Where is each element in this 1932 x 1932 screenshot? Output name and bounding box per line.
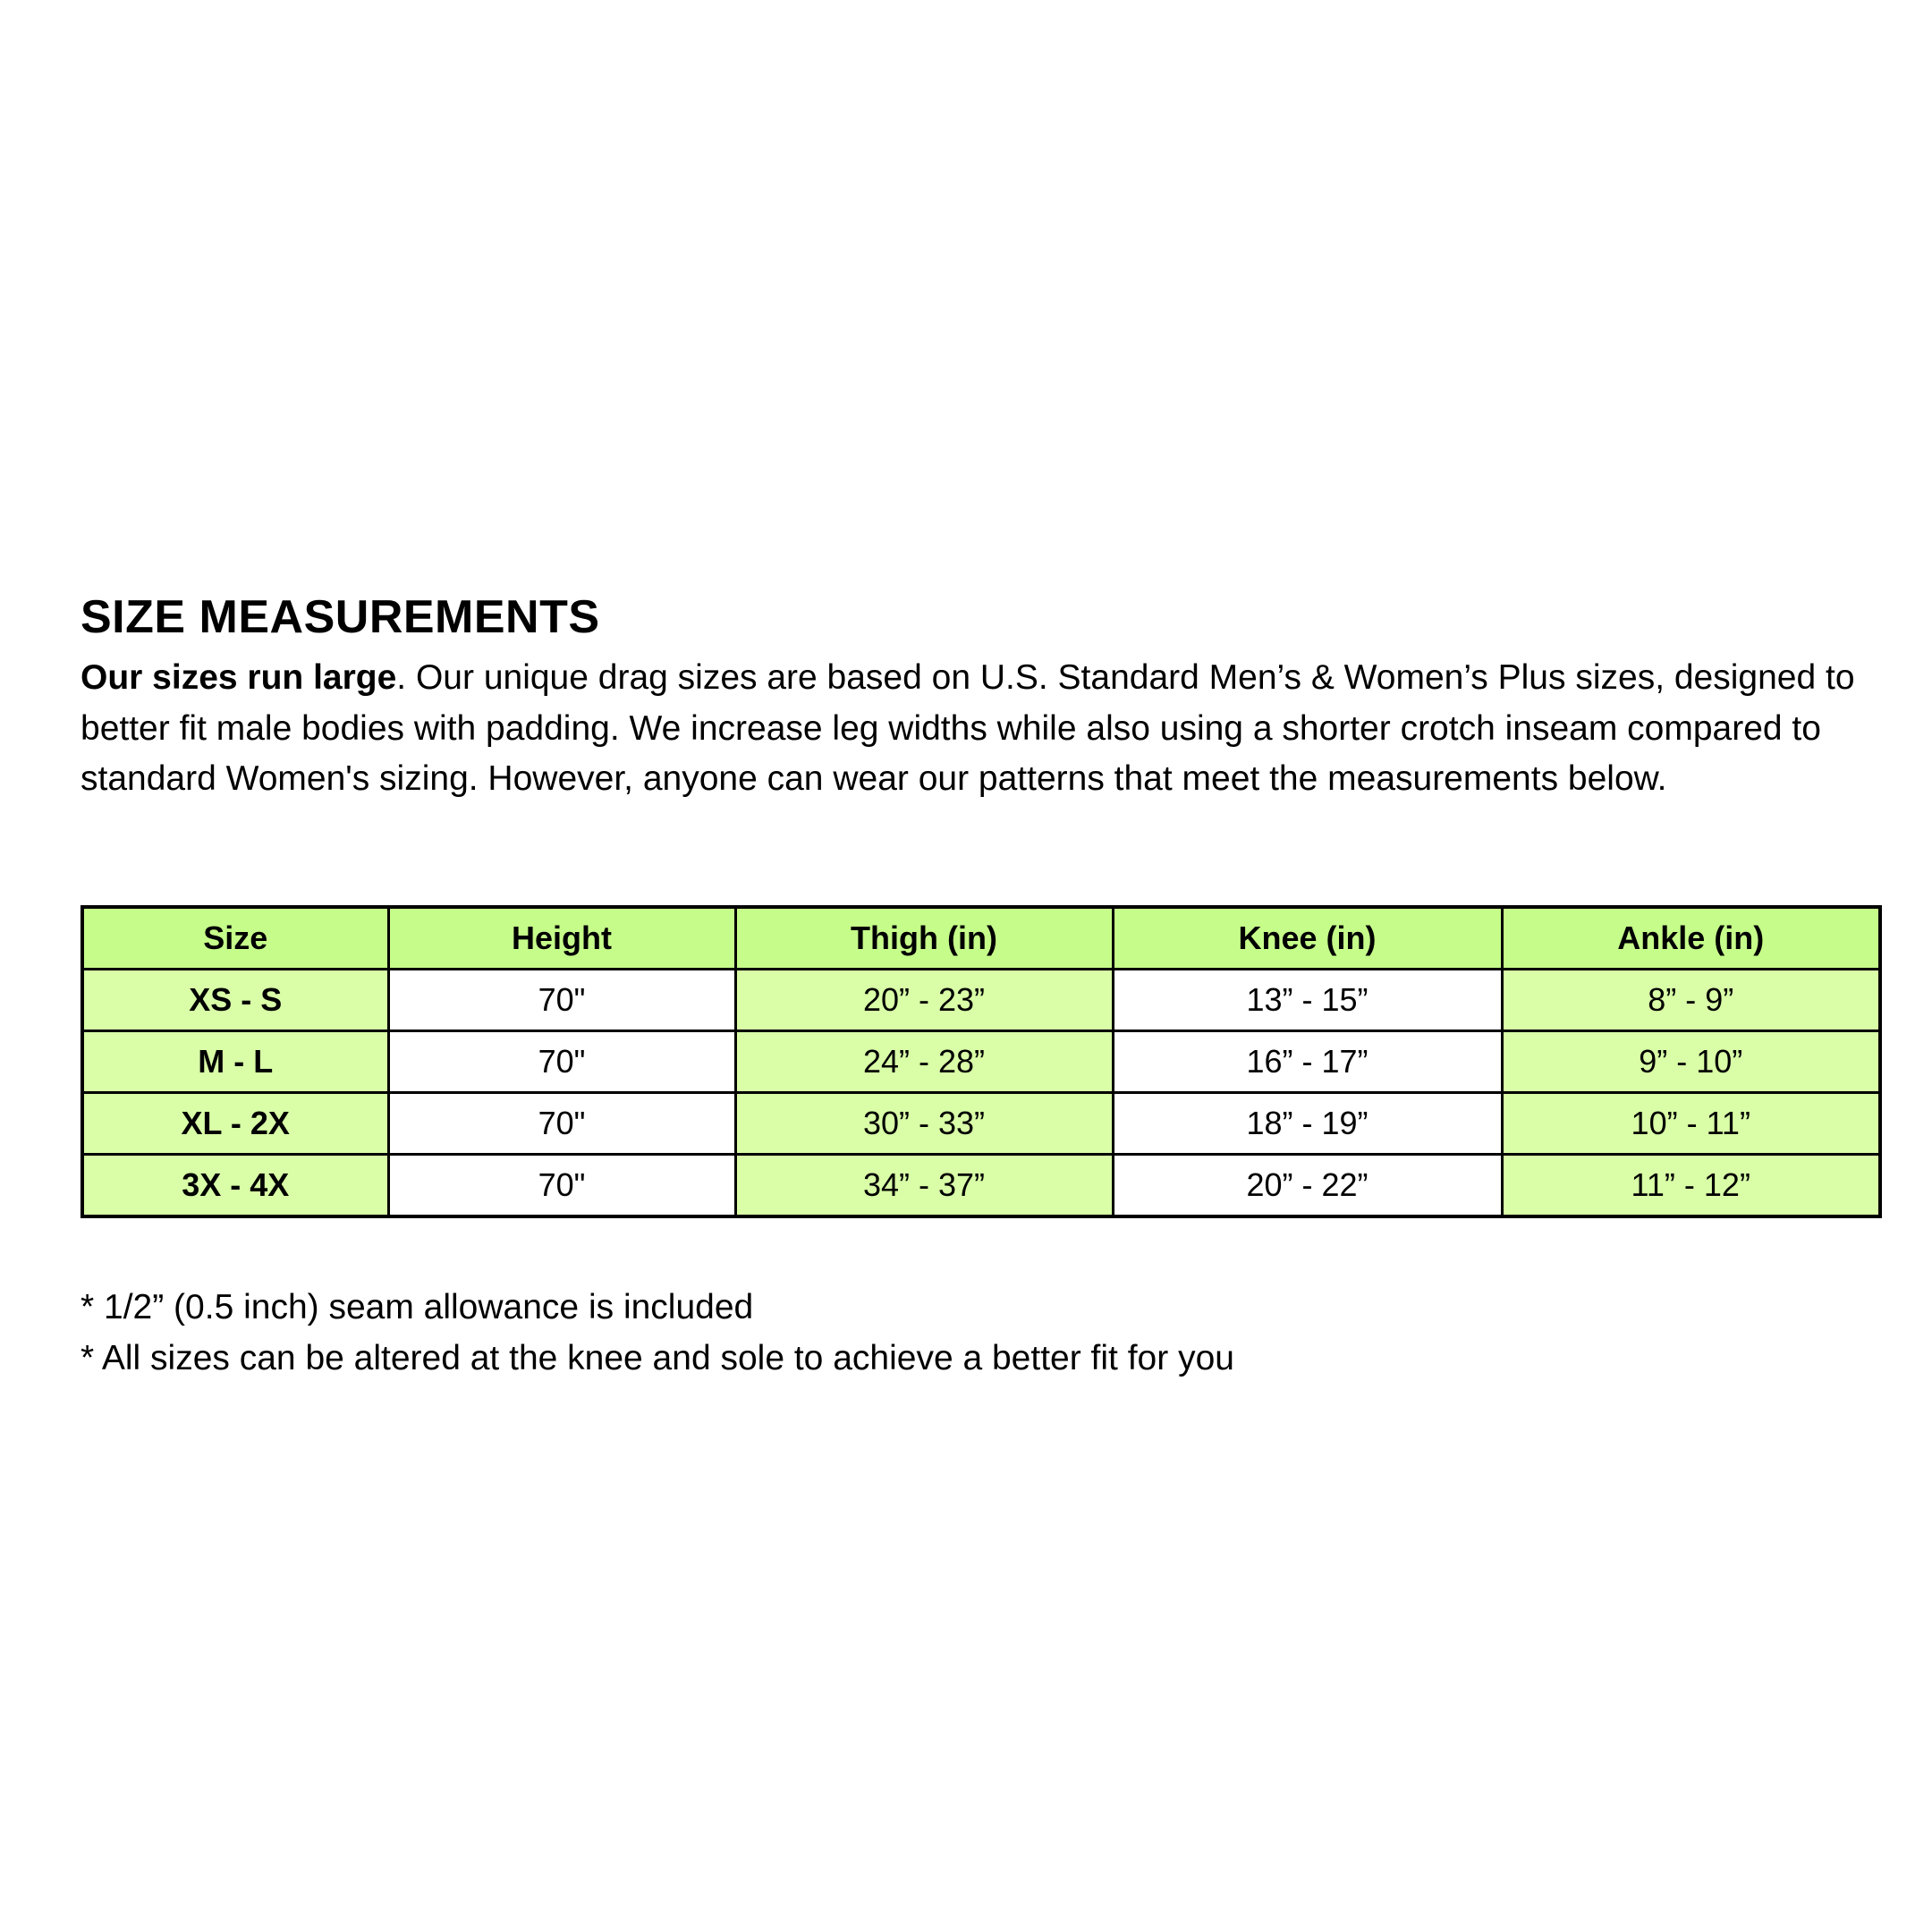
- knee-cell: 18” - 19”: [1113, 1093, 1502, 1155]
- column-header-knee: Knee (in): [1113, 907, 1502, 970]
- footnotes: [80, 1283, 1878, 1384]
- thigh-cell: 34” - 37”: [735, 1155, 1113, 1217]
- column-header-ankle: Ankle (in): [1502, 907, 1880, 970]
- table-row: [82, 1031, 1880, 1093]
- table-row: [82, 1093, 1880, 1155]
- intro-paragraph: [80, 653, 1878, 805]
- intro-lead: Our sizes run large: [80, 658, 397, 697]
- column-header-size: Size: [82, 907, 388, 970]
- height-cell: 70": [388, 1031, 735, 1093]
- ankle-cell: 10” - 11”: [1502, 1093, 1880, 1155]
- size-cell: XL - 2X: [82, 1093, 388, 1155]
- column-header-height: Height: [388, 907, 735, 970]
- ankle-cell: 11” - 12”: [1502, 1155, 1880, 1217]
- thigh-cell: 20” - 23”: [735, 970, 1113, 1031]
- height-cell: 70": [388, 1155, 735, 1217]
- size-cell: M - L: [82, 1031, 388, 1093]
- table-header-row: [82, 907, 1880, 970]
- footnote-seam-allowance: * 1/2” (0.5 inch) seam allowance is included: [80, 1288, 754, 1326]
- intro-body: . Our unique drag sizes are based on U.S. Standard Men’s & Women’s Plus sizes, designed to better fit male bodies with padding. We increase leg widths while also using a shorter crotch inseam compared to standard Women's sizing. However, anyone can wear our patterns that meet the measurements below.: [80, 658, 1855, 798]
- thigh-cell: 30” - 33”: [735, 1093, 1113, 1155]
- knee-cell: 20” - 22”: [1113, 1155, 1502, 1217]
- thigh-cell: 24” - 28”: [735, 1031, 1113, 1093]
- footnote-alterations: * All sizes can be altered at the knee and sole to achieve a better fit for you: [80, 1338, 1234, 1377]
- size-table: [80, 905, 1882, 1218]
- column-header-thigh: Thigh (in): [735, 907, 1113, 970]
- ankle-cell: 8” - 9”: [1502, 970, 1880, 1031]
- knee-cell: 16” - 17”: [1113, 1031, 1502, 1093]
- size-cell: 3X - 4X: [82, 1155, 388, 1217]
- table-row: [82, 1155, 1880, 1217]
- ankle-cell: 9” - 10”: [1502, 1031, 1880, 1093]
- table-row: [82, 970, 1880, 1031]
- page-title: SIZE MEASUREMENTS: [80, 591, 600, 643]
- size-cell: XS - S: [82, 970, 388, 1031]
- height-cell: 70": [388, 970, 735, 1031]
- knee-cell: 13” - 15”: [1113, 970, 1502, 1031]
- height-cell: 70": [388, 1093, 735, 1155]
- size-guide: [80, 586, 1878, 805]
